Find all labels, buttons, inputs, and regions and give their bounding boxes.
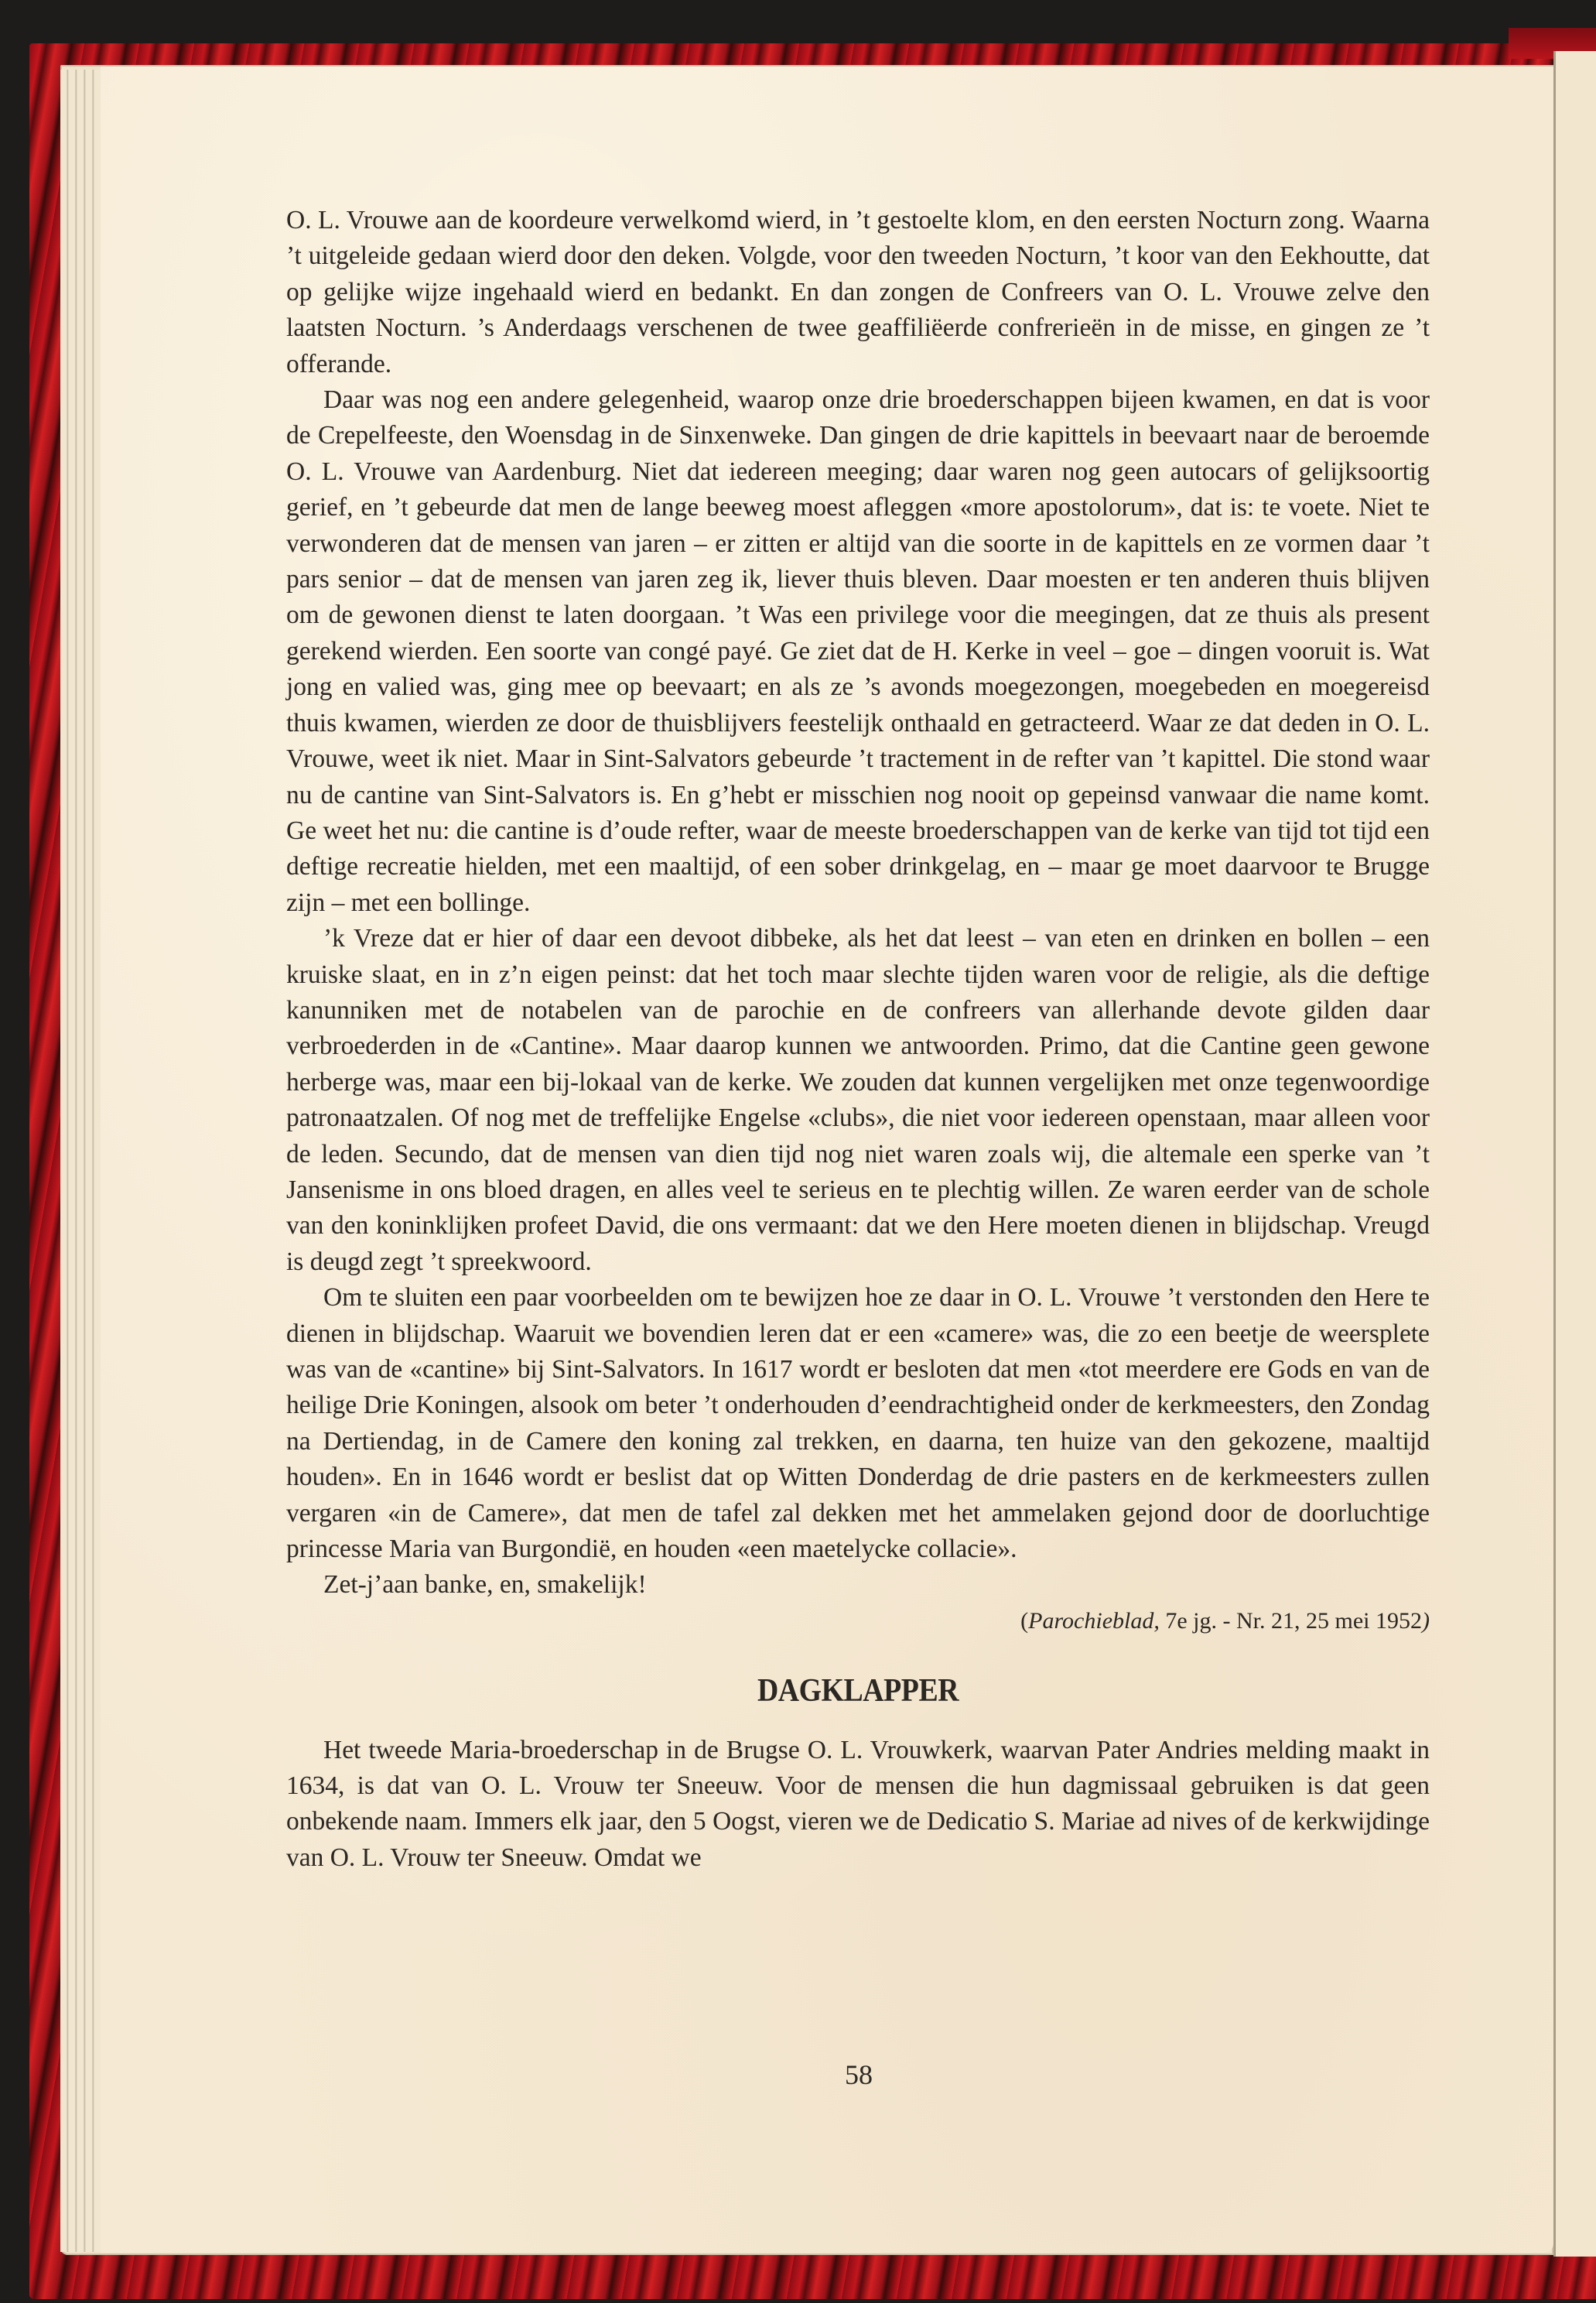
citation-close: ) — [1422, 1607, 1430, 1634]
page-edges — [60, 70, 101, 2252]
citation-open: ( — [1020, 1607, 1029, 1634]
citation — [286, 1603, 1430, 1639]
next-page-edge — [1553, 51, 1596, 2257]
citation-source: Parochieblad, — [1028, 1607, 1160, 1634]
citation-details: 7e jg. - Nr. 21, 25 mei 1952 — [1159, 1607, 1422, 1634]
page-text — [286, 203, 1430, 1876]
paragraph: Om te sluiten een paar voorbeelden om te bewijzen hoe ze daar in O. L. Vrouwe ’t verstonden den Here te dienen in blijdschap. Waaruit we bovendien leren dat er een «camere» was, die zo een beetje de weersplete was van de «cantine» bij Sint-Salvators. In 1617 wordt er besloten dat men «tot meerdere ere Gods en van de heilige Drie Koningen, alsook om beter ’t onderhouden d’eendrachtigheid onder de kerkmeesters, den Zondag na Dertiendag, in de Camere den koning zal trekken, en daarna, ten huize van den gekozene, maaltijd houden». En in 1646 wordt er beslist dat op Witten Donderdag de drie pasters en de kerkmeesters zullen vergaren «in de Camere», dat men de tafel zal dekken met het ammelaken gejond door de doorluchtige princesse Maria van Burgondië, en houden «een maetelycke collacie». — [286, 1283, 1430, 1564]
section-heading: DAGKLAPPER — [757, 1673, 959, 1709]
closing-line: Zet-j’aan banke, en, smakelijk! — [323, 1570, 647, 1600]
paragraph: Daar was nog een andere gelegenheid, waarop onze drie broederschappen bijeen kwamen, en dat is voor de Crepelfeeste, den Woensdag in de Sinxenweke. Dan gingen de drie kapittels in beevaart naar de beroemde O. L. Vrouwe van Aardenburg. Niet dat iedereen meeging; daar waren nog geen autocars of gelijksoortig gerief, en ’t gebeurde dat men de lange beeweg moest afleggen «more apostolorum», dat is: te voete. Niet te verwonderen dat de mensen van jaren – er zitten er altijd van die soorte in de kapittels en ze vormen daar ’t pars senior – dat de mensen van jaren zeg ik, liever thuis bleven. Daar moesten er ten anderen thuis blijven om de gewonen dienst te laten doorgaan. ’t Was een privilege voor die meegingen, dat ze thuis als present gerekend wierden. Een soorte van congé payé. Ge ziet dat de H. Kerke in veel – goe – dingen vooruit is. Wat jong en valied was, ging mee op beevaart; en als ze ’s avonds moegezongen, moegebeden en moegereisd thuis kwamen, wierden ze door de thuisblijvers feestelijk onthaald en getracteerd. Waar ze dat deden in O. L. Vrouwe, weet ik niet. Maar in Sint-Salvators gebeurde ’t tractement in de refter van ’t kapittel. Die stond waar nu de cantine van Sint-Salvators is. En g’hebt er misschien nog nooit op gepeinsd vanwaar die name komt. Ge weet het nu: die cantine is d’oude refter, waar de meeste broederschappen van de kerke van tijd tot tijd een deftige recreatie hielden, met een maaltijd, of een sober drinkgelag, en – maar ge moet daarvoor te Brugge zijn – met een bollinge. — [286, 385, 1430, 917]
paragraph: Het tweede Maria-broederschap in de Brugse O. L. Vrouwkerk, waarvan Pater Andries melding maakt in 1634, is dat van O. L. Vrouw ter Sneeuw. Voor de mensen die hun dagmissaal gebruiken is dat geen onbekende naam. Immers elk jaar, den 5 Oogst, vieren we de Dedicatio S. Mariae ad nives of de kerkwijdinge van O. L. Vrouw ter Sneeuw. Omdat we — [286, 1735, 1430, 1872]
page-number: 58 — [845, 2059, 873, 2090]
paragraph: ’k Vreze dat er hier of daar een devoot dibbeke, als het dat leest – van eten en drinken en bollen – een kruiske slaat, en in z’n eigen peinst: dat het toch maar slechte tijden waren voor de religie, als die deftige kanunniken met de notabelen van de parochie en de confreers van allerhande devote gilden daar verbroederden in de «Cantine». Maar daarop kunnen we antwoorden. Primo, dat die Cantine geen gewone herberge was, maar een bij-lokaal van de kerke. We zouden dat kunnen vergelijken met onze tegenwoordige patronaatzalen. Of nog met de treffelijke Engelse «clubs», die niet voor iedereen openstaan, maar alleen voor de leden. Secundo, dat de mensen van dien tijd nog niet waren zoals wij, die altemale een sperke van ’t Jansenisme in ons bloed dragen, en alles veel te serieus en te plechtig willen. Ze waren eerder van de schole van den koninklijken profeet David, die ons vermaant: dat we den Here moeten dienen in blijdschap. Vreugd is deugd zegt ’t spreekwoord. — [286, 924, 1430, 1276]
paragraph: O. L. Vrouwe aan de koordeure verwelkomd wierd, in ’t gestoelte klom, en den eersten Nocturn zong. Waarna ’t uitgeleide gedaan wierd door den deken. Volgde, voor den tweeden Nocturn, ’t koor van den Eekhoutte, dat op gelijke wijze ingehaald wierd en bedankt. En dan zongen de Confreers van O. L. Vrouwe zelve den laatsten Nocturn. ’s Anderdaags verschenen de twee geaffiliëerde confrerieën in de misse, en gingen ze ’t offerande. — [286, 206, 1430, 378]
